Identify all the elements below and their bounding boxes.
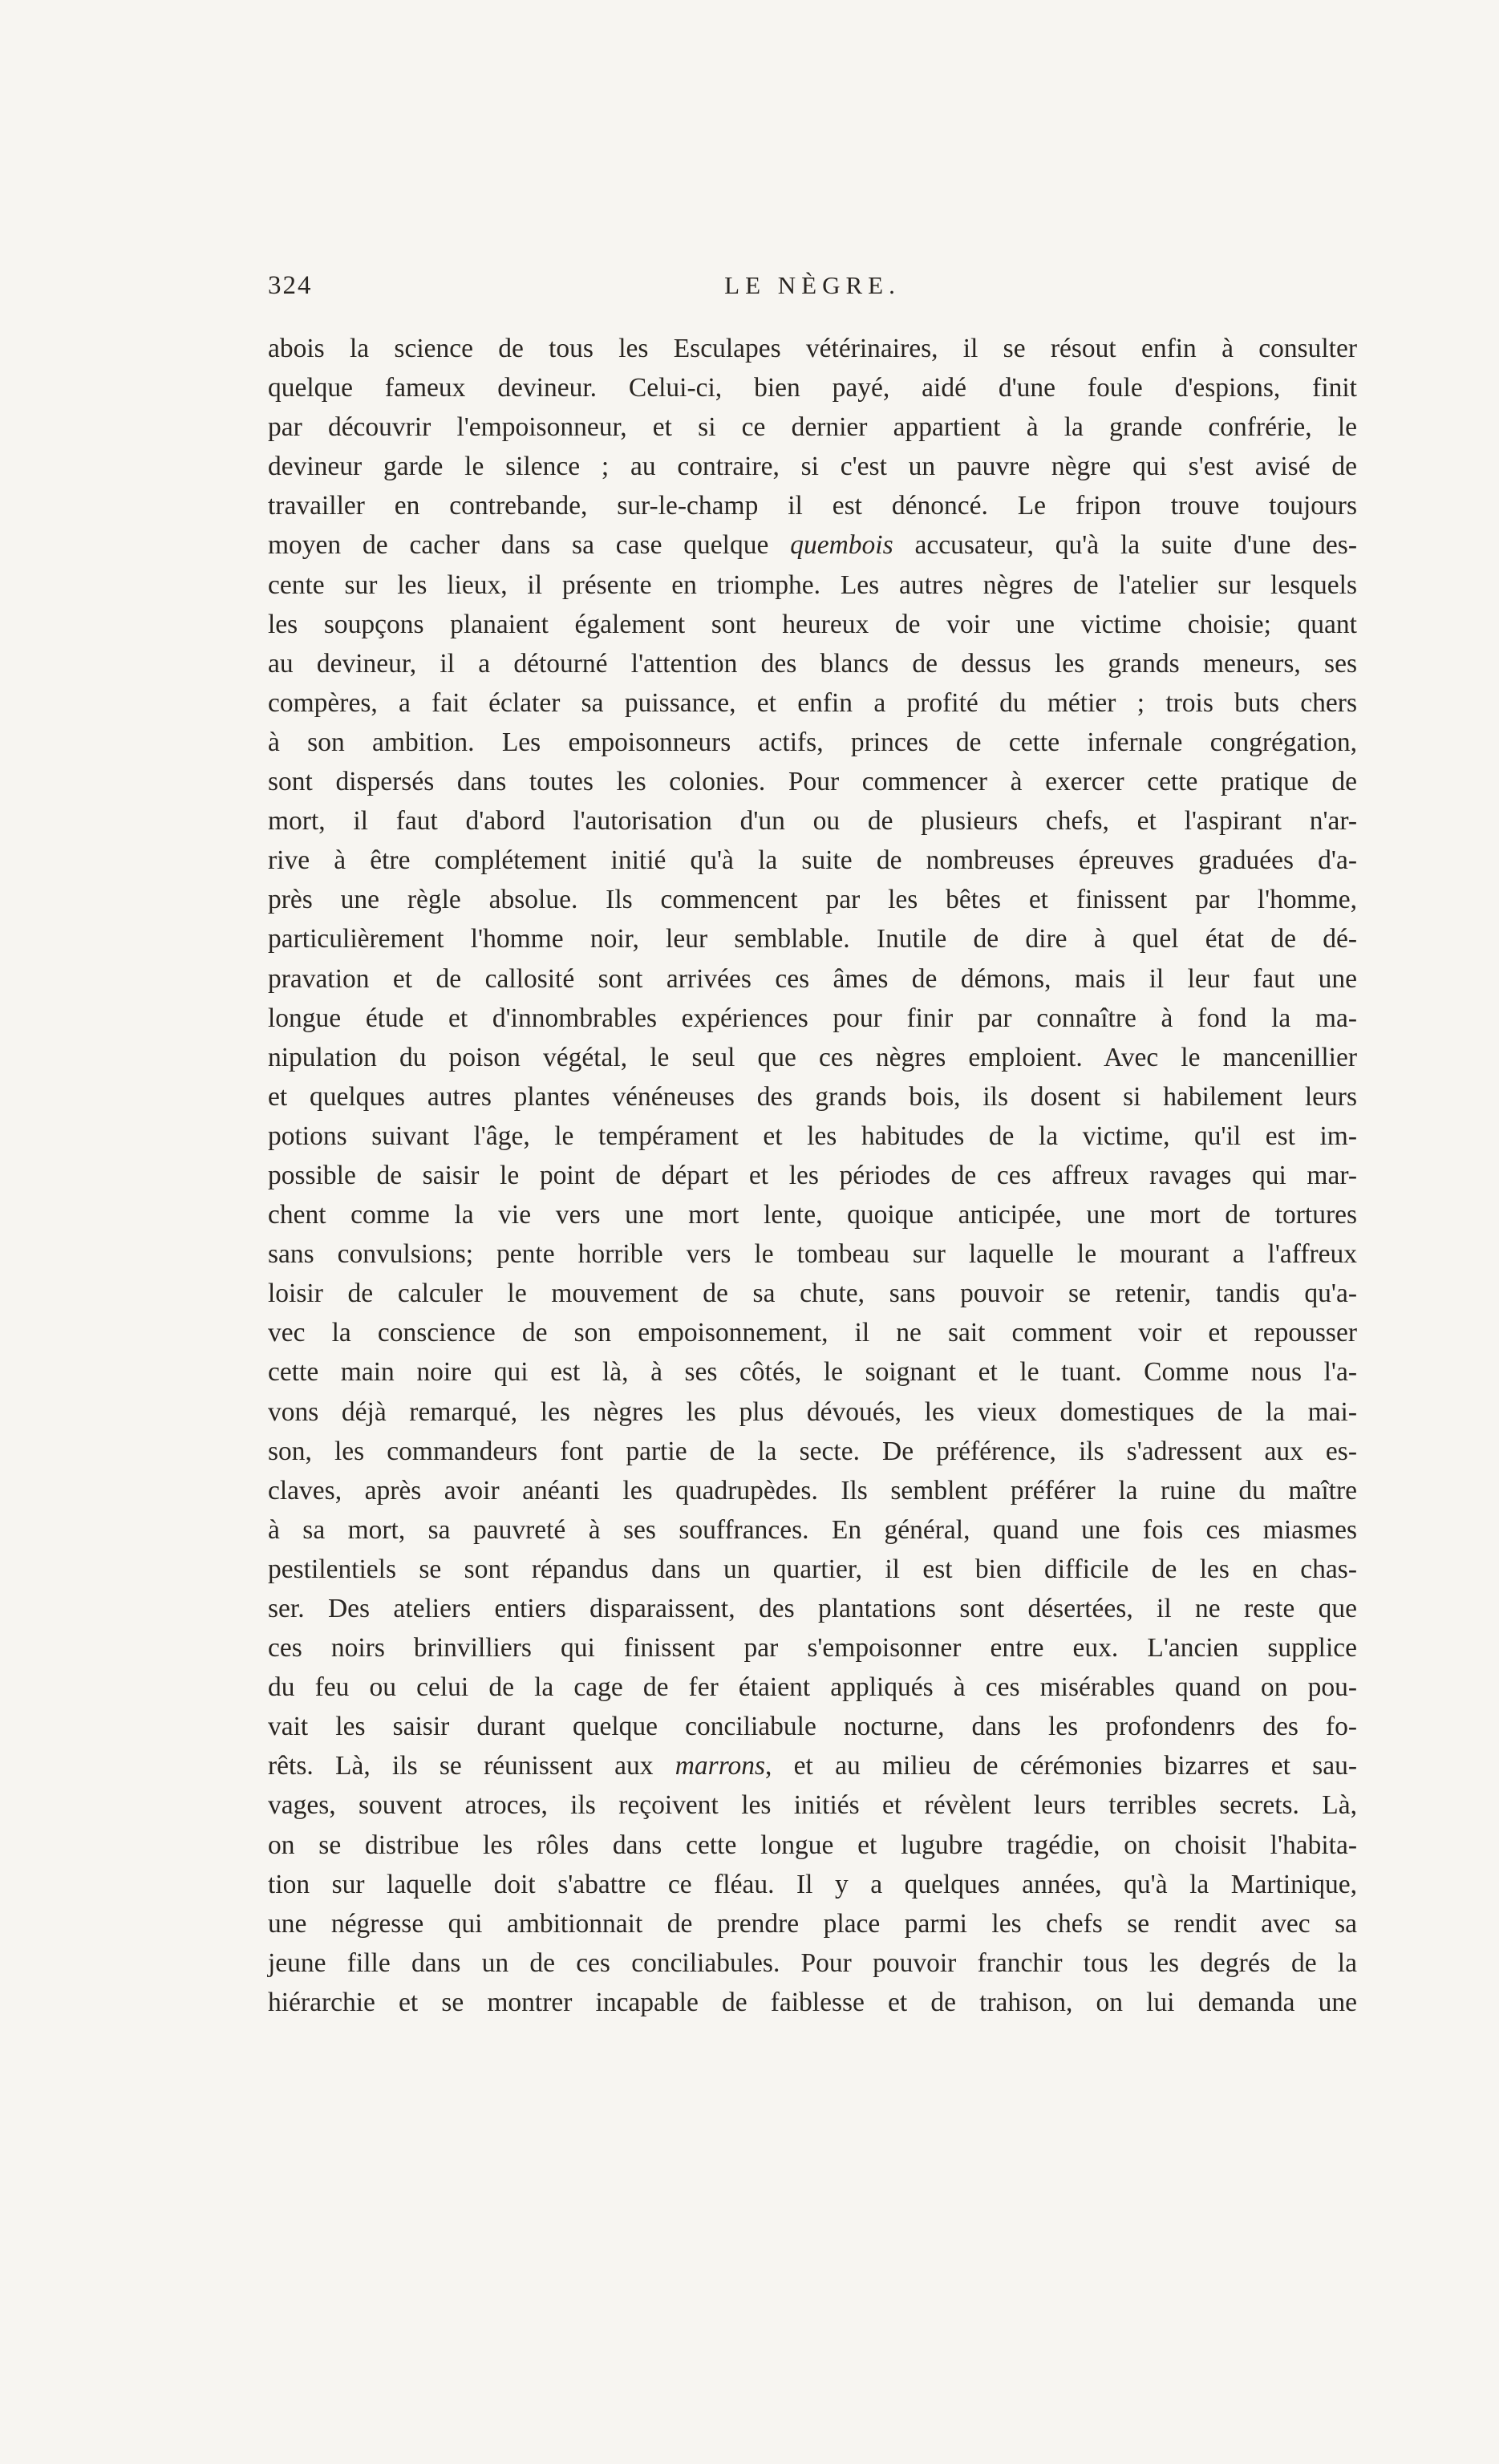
text-segment: on se distribue les rôles dans cette longue et lugubre tragédie, on choisit l'habita- — [268, 1830, 1357, 1860]
text-segment: mort, il faut d'abord l'autorisation d'un ou de plusieurs chefs, et l'aspirant n'ar- — [268, 806, 1357, 837]
text-line — [268, 329, 1357, 368]
text-line — [268, 407, 1357, 447]
text-segment: ser. Des ateliers entiers disparaissent, des plantations sont désertées, il ne reste que — [268, 1594, 1357, 1623]
text-segment: abois la science de tous les Esculapes vétérinaires, il se résout enfin à consulter — [268, 334, 1357, 363]
text-line — [268, 1943, 1357, 1983]
text-segment: claves, après avoir anéanti les quadrupèdes. Ils semblent préférer la ruine du maître — [268, 1475, 1357, 1506]
text-line — [268, 999, 1357, 1038]
text-line — [268, 919, 1357, 958]
text-line — [268, 1904, 1357, 1943]
body-text — [268, 329, 1357, 2022]
text-line — [268, 1038, 1357, 1077]
text-line — [268, 1432, 1357, 1471]
text-line — [268, 644, 1357, 683]
text-line — [268, 1668, 1357, 1707]
text-segment: vait les saisir durant quelque conciliabule nocturne, dans les profondenrs des fo- — [268, 1712, 1357, 1742]
text-segment: travailler en contrebande, sur-le-champ il est dénoncé. Le fripon trouve toujours — [268, 491, 1357, 521]
text-line — [268, 525, 1357, 565]
text-segment: à sa mort, sa pauvreté à ses souffrances. En général, quand une fois ces miasmes — [268, 1514, 1357, 1545]
text-line — [268, 1865, 1357, 1904]
text-segment: cente sur les lieux, il présente en triomphe. Les autres nègres de l'atelier sur lesquels — [268, 569, 1357, 600]
text-segment: rive à être complétement initié qu'à la suite de nombreuses épreuves graduées d'a- — [268, 845, 1357, 876]
text-segment: à son ambition. Les empoisonneurs actifs, princes de cette infernale congrégation, — [268, 727, 1357, 757]
text-segment: loisir de calculer le mouvement de sa chute, sans pouvoir se retenir, tandis qu'a- — [268, 1279, 1357, 1309]
text-line — [268, 723, 1357, 762]
text-segment: , et au milieu de cérémonies bizarres et sau- — [765, 1751, 1357, 1781]
text-segment: particulièrement l'homme noir, leur semblable. Inutile de dire à quel état de dé- — [268, 924, 1357, 954]
text-line — [268, 1234, 1357, 1274]
text-segment: cette main noire qui est là, à ses côtés, le soignant et le tuant. Comme nous l'a- — [268, 1357, 1357, 1388]
text-segment: chent comme la vie vers une mort lente, quoique anticipée, une mort de tortures — [268, 1200, 1357, 1230]
text-segment: une négresse qui ambitionnait de prendre place parmi les chefs se rendit avec sa — [268, 1908, 1357, 1939]
text-line — [268, 1195, 1357, 1234]
text-line — [268, 1550, 1357, 1589]
text-segment: pravation et de callosité sont arrivées ces âmes de démons, mais il leur faut une — [268, 963, 1357, 994]
text-segment: pestilentiels se sont répandus dans un quartier, il est bien difficile de les en chas- — [268, 1554, 1357, 1584]
text-segment: rêts. Là, ils se réunissent aux — [268, 1751, 675, 1781]
text-line — [268, 486, 1357, 525]
text-line — [268, 841, 1357, 880]
text-line — [268, 1785, 1357, 1825]
text-segment: par découvrir l'empoisonneur, et si ce dernier appartient à la grande confrérie, le — [268, 412, 1357, 443]
text-segment: près une règle absolue. Ils commencent par les bêtes et finissent par l'homme, — [268, 885, 1357, 915]
text-line — [268, 565, 1357, 605]
text-segment: nipulation du poison végétal, le seul que ces nègres emploient. Avec le mancenillier — [268, 1042, 1357, 1072]
text-segment: possible de saisir le point de départ et les périodes de ces affreux ravages qui mar- — [268, 1160, 1357, 1190]
text-segment: les soupçons planaient également sont heureux de voir une victime choisie; quant — [268, 609, 1357, 639]
page-header — [268, 271, 1357, 311]
text-segment: son, les commandeurs font partie de la secte. De préférence, ils s'adressent aux es- — [268, 1436, 1357, 1466]
text-line — [268, 801, 1357, 841]
text-line — [268, 1510, 1357, 1550]
text-segment: longue étude et d'innombrables expériences pour finir par connaître à fond la ma- — [268, 1003, 1357, 1033]
text-segment: sont dispersés dans toutes les colonies. Pour commencer à exercer cette pratique de — [268, 767, 1357, 797]
text-line — [268, 959, 1357, 999]
italic-word: quembois — [790, 530, 893, 561]
text-line — [268, 1313, 1357, 1352]
text-segment: du feu ou celui de la cage de fer étaient appliqués à ces misérables quand on pou- — [268, 1672, 1357, 1703]
text-line — [268, 1983, 1357, 2022]
page-number: 324 — [268, 271, 313, 300]
text-line — [268, 1628, 1357, 1668]
text-line — [268, 1589, 1357, 1628]
text-line — [268, 1746, 1357, 1785]
text-line — [268, 605, 1357, 644]
text-line — [268, 683, 1357, 723]
text-line — [268, 447, 1357, 486]
text-segment: et quelques autres plantes vénéneuses des grands bois, ils dosent si habilement leurs — [268, 1081, 1357, 1112]
text-line — [268, 1274, 1357, 1313]
text-line — [268, 1392, 1357, 1432]
text-segment: au devineur, il a détourné l'attention des blancs de dessus les grands meneurs, ses — [268, 648, 1357, 679]
text-line — [268, 880, 1357, 919]
text-line — [268, 1471, 1357, 1510]
text-segment: accusateur, qu'à la suite d'une des- — [893, 530, 1357, 561]
text-line — [268, 368, 1357, 407]
text-segment: ces noirs brinvilliers qui finissent par s'empoisonner entre eux. L'ancien supplice — [268, 1633, 1357, 1664]
text-segment: vec la conscience de son empoisonnement, il ne sait comment voir et repousser — [268, 1318, 1357, 1348]
italic-word: marrons — [675, 1751, 766, 1781]
text-line — [268, 1116, 1357, 1156]
running-title: LE NÈGRE. — [724, 271, 901, 299]
text-segment: hiérarchie et se montrer incapable de faiblesse et de trahison, on lui demanda une — [268, 1987, 1357, 2017]
text-line — [268, 1156, 1357, 1195]
text-line — [268, 762, 1357, 801]
text-segment: vons déjà remarqué, les nègres les plus dévoués, les vieux domestiques de la mai- — [268, 1396, 1357, 1427]
text-line — [268, 1826, 1357, 1865]
text-segment: devineur garde le silence ; au contraire, si c'est un pauvre nègre qui s'est avisé de — [268, 452, 1357, 482]
text-segment: tion sur laquelle doit s'abattre ce fléau. Il y a quelques années, qu'à la Martinique, — [268, 1869, 1357, 1899]
text-segment: quelque fameux devineur. Celui-ci, bien payé, aidé d'une foule d'espions, finit — [268, 373, 1357, 403]
text-line — [268, 1707, 1357, 1746]
text-line — [268, 1077, 1357, 1116]
text-segment: potions suivant l'âge, le tempérament et les habitudes de la victime, qu'il est im- — [268, 1121, 1357, 1151]
text-segment: compères, a fait éclater sa puissance, et enfin a profité du métier ; trois buts chers — [268, 687, 1357, 718]
text-segment: jeune fille dans un de ces conciliabules. Pour pouvoir franchir tous les degrés de la — [268, 1947, 1357, 1978]
text-segment: sans convulsions; pente horrible vers le tombeau sur laquelle le mourant a l'affreux — [268, 1239, 1357, 1270]
text-segment: vages, souvent atroces, ils reçoivent les initiés et révèlent leurs terribles secrets. Là, — [268, 1790, 1357, 1821]
text-line — [268, 1352, 1357, 1392]
text-segment: moyen de cacher dans sa case quelque — [268, 530, 791, 561]
